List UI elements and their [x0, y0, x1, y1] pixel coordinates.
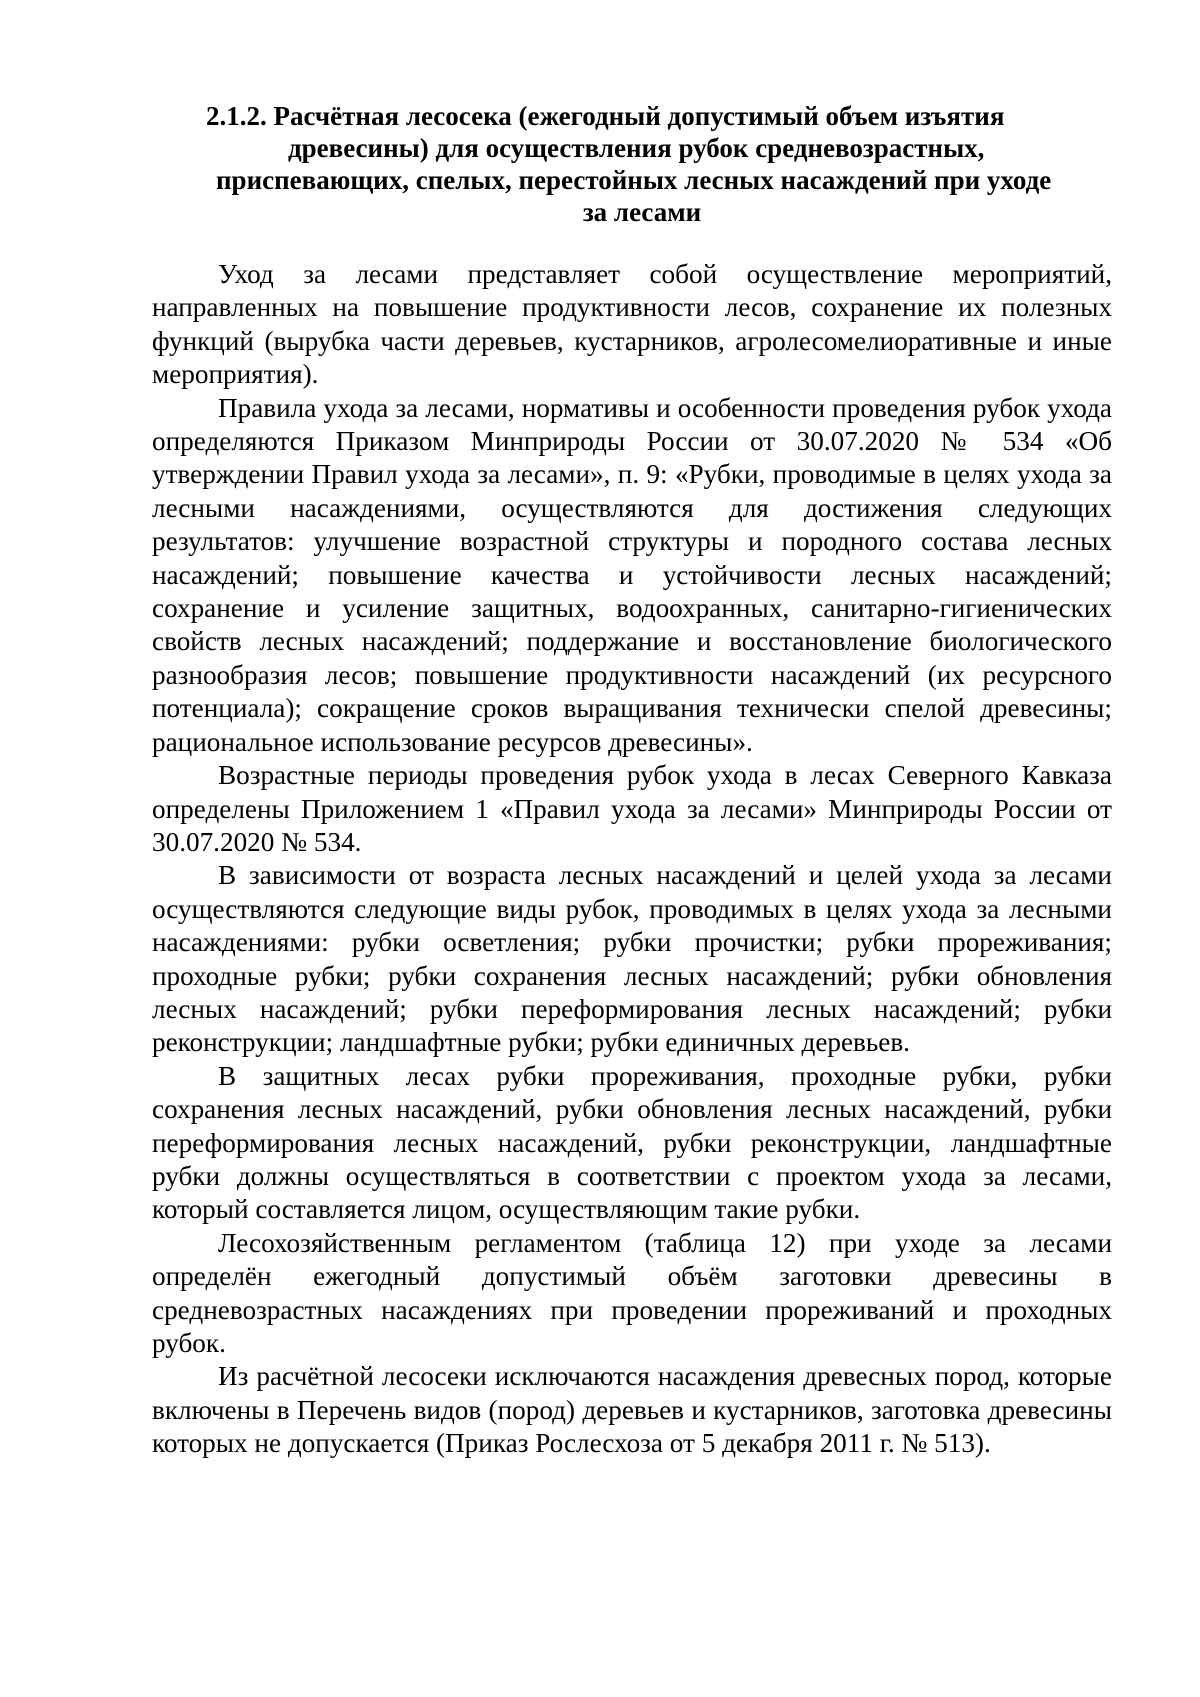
section-heading [190, 100, 1070, 228]
heading-line: приспевающих, спелых, перестойных лесных насаждений при уходе [216, 165, 1052, 195]
paragraph: В защитных лесах рубки прореживания, проходные рубки, рубки сохранения лесных насаждений, рубки обновления лесных насаждений, рубки переформирования лесных насаждений, рубки реконструкции, ландшафтные рубки должны осуществляться в соответствии с проектом ухода за лесами, который составляется лицом, осуществляющим такие рубки. [152, 1060, 1112, 1225]
paragraph: В зависимости от возраста лесных насаждений и целей ухода за лесами осуществляются следующие виды рубок, проводимых в целях ухода за лесными насаждениями: рубки осветления; рубки прочистки; рубки прореживания; проходные рубки; рубки сохранения лесных насаждений; рубки обновления лесных насаждений; рубки переформирования лесных насаждений; рубки реконструкции; ландшафтные рубки; рубки единичных деревьев. [152, 860, 1112, 1058]
heading-line: древесины) для осуществления рубок средневозрастных, [288, 133, 985, 163]
heading-line: за лесами [582, 197, 702, 227]
paragraph: Возрастные периоды проведения рубок ухода в лесах Северного Кавказа определены Приложением 1 «Правил ухода за лесами» Минприроды России от 30.07.2020 № 534. [152, 760, 1112, 857]
paragraph: Уход за лесами представляет собой осуществление мероприятий, направленных на повышение продуктивности лесов, сохранение их полезных функций (вырубка части деревьев, кустарников, агролесомелиоративные и иные мероприятия). [152, 259, 1112, 390]
paragraph: Лесохозяйственным регламентом (таблица 12) при уходе за лесами определён ежегодный допустимый объём заготовки древесины в средневозрастных насаждениях при проведении прореживаний и проходных рубок. [152, 1227, 1112, 1358]
paragraph: Правила ухода за лесами, нормативы и особенности проведения рубок ухода определяются Приказом Минприроды России от 30.07.2020 № 534 «Об утверждении Правил ухода за лесами», п. 9: «Рубки, проводимые в целях ухода за лесными насаждениями, осуществляются для достижения следующих результатов: улучшение возрастной структуры и породного состава лесных насаждений; повышение качества и устойчивости лесных насаждений; сохранение и усиление защитных, водоохранных, санитарно-гигиенических свойств лесных насаждений; поддержание и восстановление биологического разнообразия лесов; повышение продуктивности насаждений (их ресурсного потенциала); сокращение сроков выращивания технически спелой древесины; рациональное использование ресурсов древесины». [152, 392, 1112, 757]
heading-line: 2.1.2. Расчётная лесосека (ежегодный допустимый объем изъятия [206, 101, 1005, 131]
body-text [152, 258, 1112, 1461]
paragraph: Из расчётной лесосеки исключаются насаждения древесных пород, которые включены в Перечень видов (пород) деревьев и кустарников, заготовка древесины которых не допускается (Приказ Рослесхоза от 5 декабря 2011 г. № 513). [152, 1361, 1112, 1459]
